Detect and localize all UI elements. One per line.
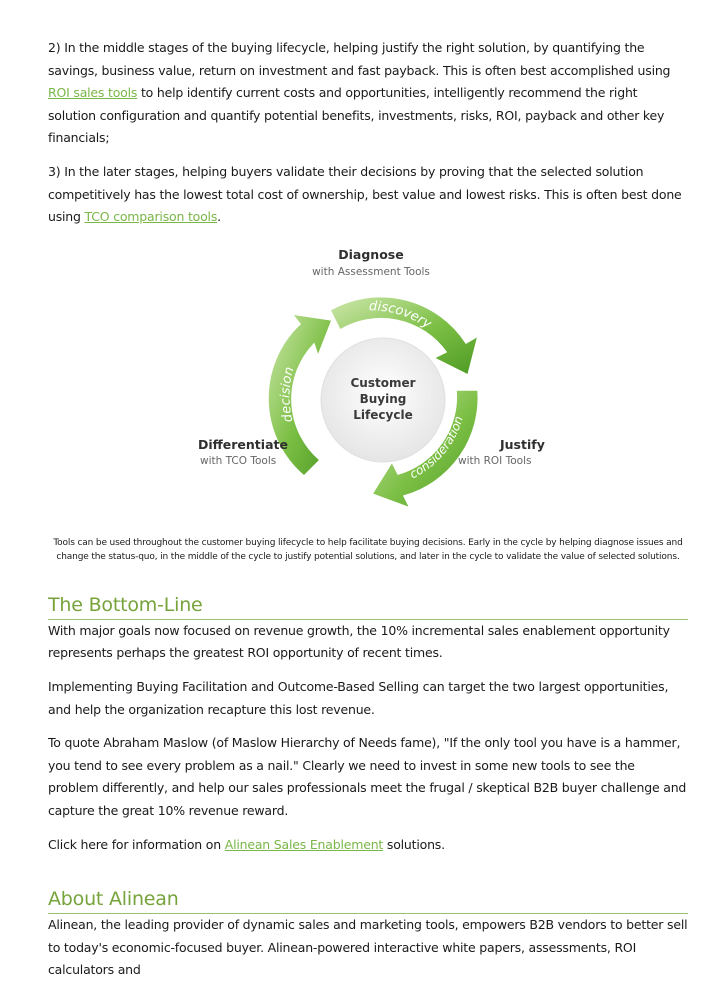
arc-label-discovery: discovery: [368, 299, 434, 332]
about-heading: About Alinean: [48, 886, 688, 914]
center-label-line1: Customer: [350, 375, 416, 390]
roi-sales-tools-link[interactable]: ROI sales tools: [48, 85, 138, 101]
paragraph-later-stages: [48, 161, 688, 229]
section-bottom-line: [48, 592, 688, 856]
text: 3) In the later stages, helping buyers validate their decisions by proving that the selected solution competitively has the lowest total cost of ownership, best value and lowest risks. This is often best done using: [48, 163, 682, 225]
section-about-alinean: [48, 886, 688, 982]
document-page: [48, 37, 688, 993]
text: solutions.: [383, 836, 445, 852]
center-label-line2: Buying: [359, 391, 407, 406]
justify-subtitle: with ROI Tools: [458, 454, 532, 467]
paragraph-middle-stages: [48, 37, 688, 150]
buying-lifecycle-figure: [48, 240, 688, 530]
lifecycle-diagram: [48, 240, 688, 530]
diagnose-title: Diagnose: [338, 246, 404, 262]
arc-label-decision: decision: [278, 365, 298, 424]
arc-label-consideration: consideration: [407, 414, 466, 482]
text: 2) In the middle stages of the buying lifecycle, helping justify the right solution, by quantifying the savings, business value, return on investment and fast payback. This is often best accomplished using: [48, 40, 671, 78]
center-label-line3: Lifecycle: [353, 407, 413, 422]
bottom-line-paragraph-3: To quote Abraham Maslow (of Maslow Hierarchy of Needs fame), "If the only tool you have is a hammer, you tend to see every problem as a nail." Clearly we need to invest in some new tools to see the problem differently, and help our sales professionals meet the frugal / skeptical B2B buyer challenge and capture the great 10% revenue reward.: [48, 735, 687, 818]
text: .: [217, 209, 221, 225]
about-paragraph-1: Alinean, the leading provider of dynamic sales and marketing tools, empowers B2B vendors to better sell to today's economic-focused buyer. Alinean-powered interactive white papers, assessments, ROI calculators and: [48, 917, 688, 978]
differentiate-subtitle: with TCO Tools: [200, 454, 277, 467]
justify-title: Justify: [500, 436, 545, 452]
alinean-sales-enablement-link[interactable]: Alinean Sales Enablement: [224, 836, 384, 852]
tco-comparison-tools-link[interactable]: TCO comparison tools: [84, 209, 218, 225]
diagnose-subtitle: with Assessment Tools: [312, 265, 430, 278]
bottom-line-heading: The Bottom-Line: [48, 592, 688, 620]
bottom-line-paragraph-2: Implementing Buying Facilitation and Outcome-Based Selling can target the two largest opportunities, and help the organization recapture this lost revenue.: [48, 678, 669, 717]
text: Click here for information on: [48, 836, 225, 852]
text: to help identify current costs and opportunities, intelligently recommend the right solution configuration and quantify potential benefits, investments, risks, ROI, payback and other key financials;: [48, 85, 665, 146]
differentiate-title: Differentiate: [198, 436, 288, 452]
figure-caption: Tools can be used throughout the customer buying lifecycle to help facilitate buying decisions. Early in the cycle by helping diagnose issues and change the status-quo, in the middle of the cycle to justify potential solutions, and later in the cycle to validate the value of selected solutions.: [53, 537, 683, 562]
bottom-line-paragraph-1: With major goals now focused on revenue growth, the 10% incremental sales enablement opportunity represents perhaps the greatest ROI opportunity of recent times.: [48, 622, 670, 661]
bottom-line-paragraph-4: [48, 834, 688, 857]
